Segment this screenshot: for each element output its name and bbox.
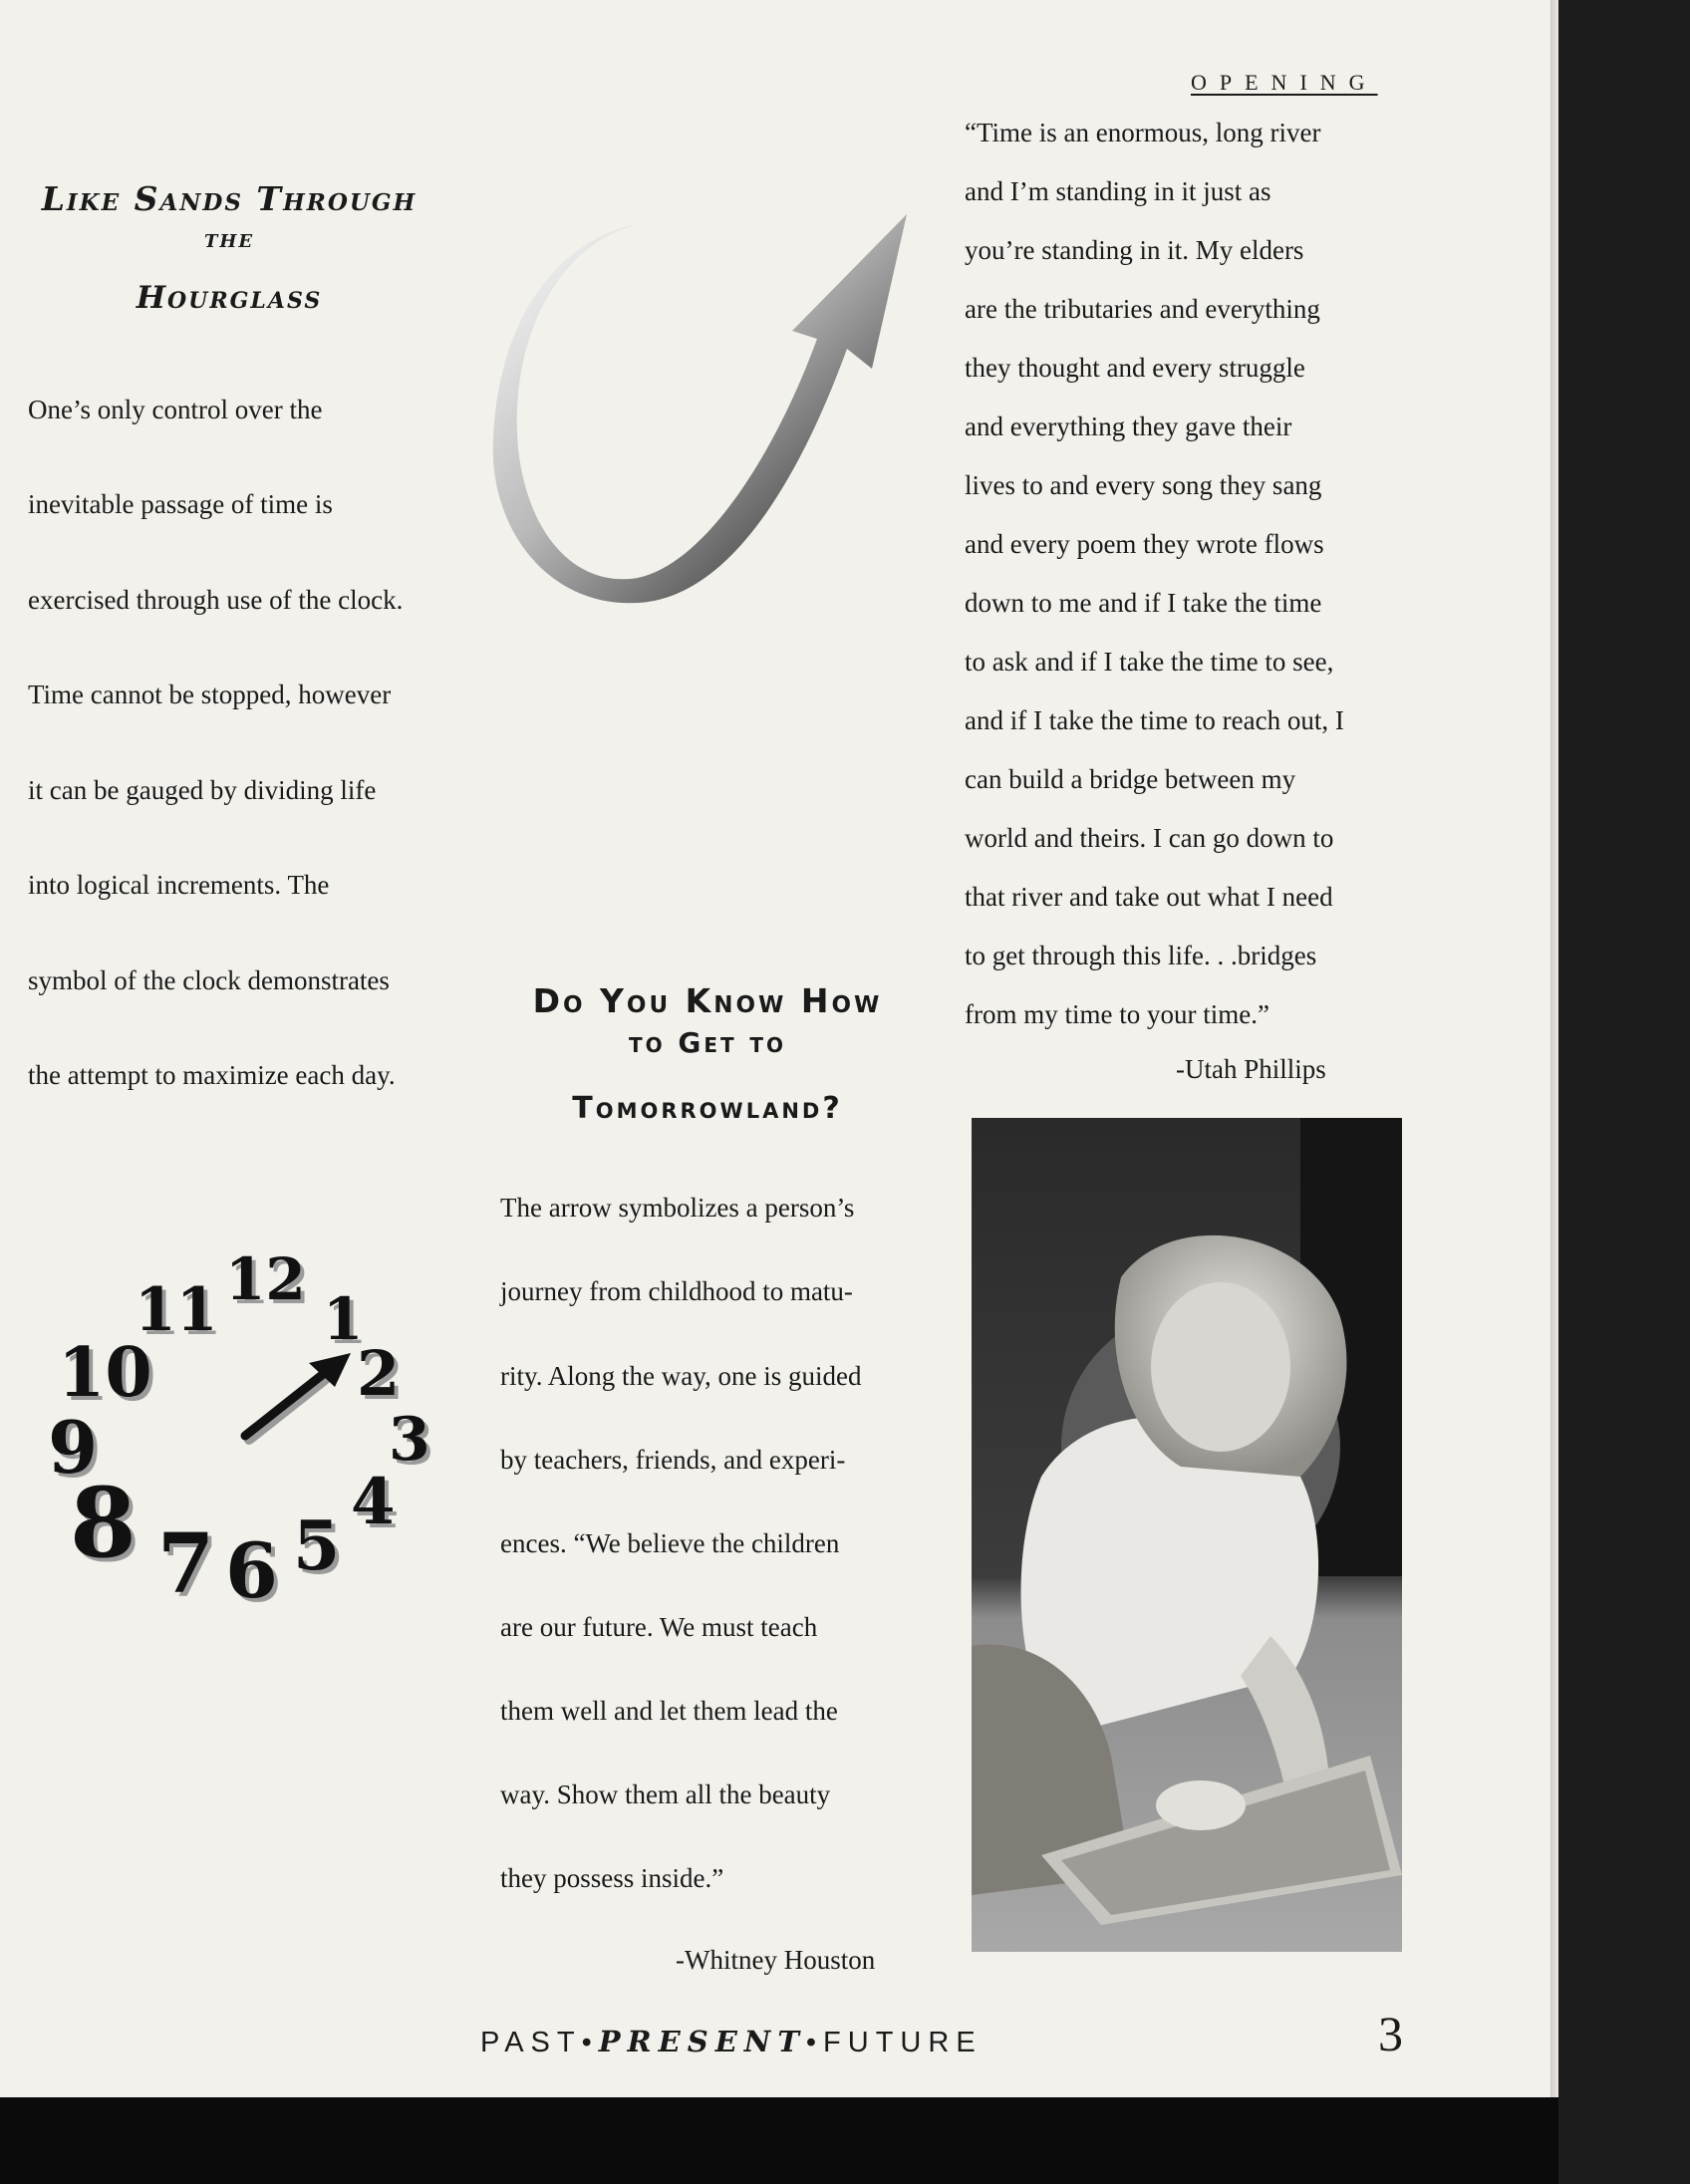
middle-line: way. Show them all the beauty [500,1779,831,1809]
footer-future: •FUTURE [805,2027,983,2058]
middle-line: journey from childhood to matu- [500,1276,853,1306]
quote-line: and every poem they wrote flows [965,529,1324,559]
middle-title-line2: to Get to [628,1026,787,1059]
clock-number-4: 4 [351,1465,396,1539]
clock-number-12: 12 [225,1245,306,1313]
quote-line: can build a bridge between my [965,764,1296,794]
clock-hand-icon [40,1245,458,1644]
clock-number-6: 6 [225,1526,278,1615]
clock-number-5: 5 [293,1506,341,1586]
clock-number-9: 9 [48,1405,99,1490]
left-title-line3: Hourglass [136,280,323,316]
quote-line: to ask and if I take the time to see, [965,647,1334,677]
quote-line: to get through this life. . .bridges [965,941,1317,970]
left-line: into logical increments. The [28,870,330,900]
quote-line: from my time to your time.” [965,999,1269,1029]
left-line: symbol of the clock demonstrates [28,965,390,995]
left-line: One’s only control over the [28,395,323,424]
quote-line: and I’m standing in it just as [965,176,1271,206]
middle-line: them well and let them lead the [500,1696,838,1726]
left-line: it can be gauged by dividing life [28,775,377,805]
middle-line: are our future. We must teach [500,1612,818,1642]
quote-line: are the tributaries and everything [965,294,1320,324]
page-edge [1550,0,1558,2097]
quote-line: they thought and every struggle [965,353,1305,383]
right-attribution: -Utah Phillips [1176,1054,1326,1084]
quote-line: and if I take the time to reach out, I [965,705,1344,735]
footer-title [480,2025,983,2059]
middle-line: they possess inside.” [500,1863,724,1893]
section-label: OPENING [1191,70,1378,95]
left-line: Time cannot be stopped, however [28,680,392,709]
photo-illustration [972,1118,1402,1952]
middle-title-line1: Do You Know How [532,981,883,1020]
middle-line: rity. Along the way, one is guided [500,1361,862,1391]
background-dark-edge [1558,0,1690,2184]
quote-line: lives to and every song they sang [965,470,1322,500]
clock-number-7: 7 [157,1516,215,1612]
curved-arrow-icon [488,199,917,618]
middle-attribution: -Whitney Houston [676,1945,876,1975]
left-title-line2: the [203,224,255,254]
footer-past: PAST• [480,2027,599,2058]
clock-graphic [40,1245,458,1644]
clock-number-8: 8 [70,1467,137,1579]
left-line: inevitable passage of time is [28,489,333,519]
clock-number-1: 1 [323,1285,364,1353]
quote-line: that river and take out what I need [965,882,1333,912]
clock-number-11: 11 [135,1275,218,1345]
middle-title [488,981,927,1126]
quote-line: world and theirs. I can go down to [965,823,1334,853]
quote-line: down to me and if I take the time [965,588,1322,618]
page-number: 3 [1378,2006,1403,2061]
quote-line: and everything they gave their [965,411,1292,441]
quote-line: “Time is an enormous, long river [965,118,1321,147]
middle-line: ences. “We believe the children [500,1528,840,1558]
middle-line: The arrow symbolizes a person’s [500,1193,855,1223]
middle-title-line3: Tomorrowland? [572,1091,843,1126]
left-title-line1: Like Sands Through [41,179,418,218]
middle-line: by teachers, friends, and experi- [500,1445,846,1475]
footer-present: PRESENT [598,2025,806,2058]
clock-number-2: 2 [357,1337,401,1410]
left-line: exercised through use of the clock. [28,585,404,615]
quote-line: you’re standing in it. My elders [965,235,1304,265]
left-line: the attempt to maximize each day. [28,1060,396,1090]
child-puzzle-photo [972,1118,1402,1952]
clock-number-10: 10 [58,1333,152,1413]
left-title [20,179,438,316]
clock-number-3: 3 [389,1405,430,1475]
